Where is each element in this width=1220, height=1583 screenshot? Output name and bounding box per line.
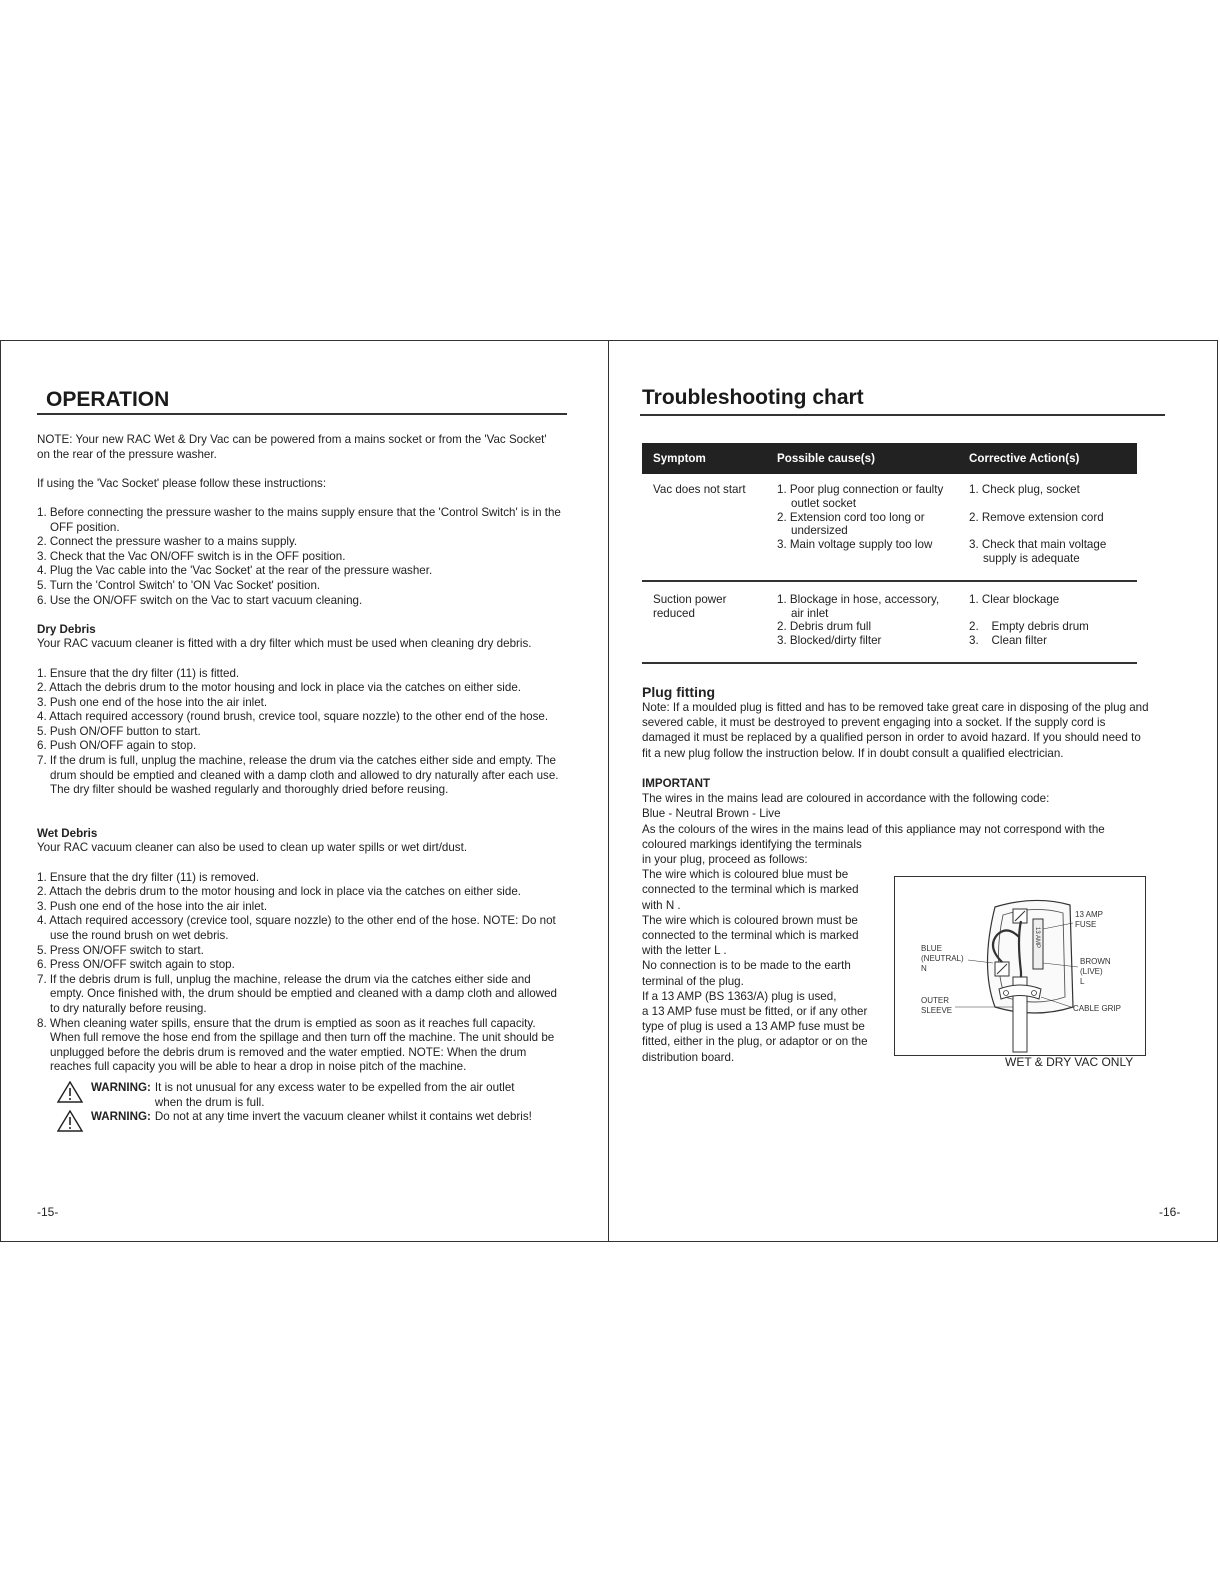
plug-note: Note: If a moulded plug is fitted and has to be removed take great care in disposing of the plug and severed cable, it must be destroyed to prevent engaging into a socket. If the supply cord is damaged it must be replaced by a qualified person in order to avoid hazard. If you should need to fit a new plug follow the instruction below. If in doubt consult a qualified electrician.	[642, 701, 1149, 760]
table-header: Possible cause(s)	[766, 443, 958, 474]
list-item: 5. Push ON/OFF button to start.	[37, 724, 201, 738]
text-line: with the letter L .	[642, 944, 727, 958]
list-item: 4. Attach required accessory (round brush, crevice tool, square nozzle) to the other end of the hose.	[37, 710, 549, 724]
intro-socket: If using the 'Vac Socket' please follow these instructions:	[37, 476, 327, 490]
actions-cell: 1. Clear blockage 2. Empty debris drum 3. Clean filter	[958, 581, 1137, 663]
list-item: 1. Ensure that the dry filter (11) is fitted.	[37, 666, 240, 680]
symptom-cell: Vac does not start	[642, 474, 766, 581]
cable-grip-label: CABLE GRIP	[1073, 1004, 1122, 1013]
important-heading: IMPORTANT	[642, 777, 711, 790]
warning-text: Do not at any time invert the vacuum cleaner whilst it contains wet debris!	[154, 1110, 532, 1124]
outer-label-1: OUTER	[921, 996, 949, 1005]
page-troubleshooting	[640, 341, 1181, 1241]
brown-label-1: BROWN	[1080, 957, 1111, 966]
text-line: fitted, either in the plug, or adaptor or on the	[642, 1035, 868, 1049]
table-row	[642, 581, 1137, 663]
list-item: 1. Ensure that the dry filter (11) is removed.	[37, 870, 260, 884]
list-item: 2. Attach the debris drum to the motor housing and lock in place via the catches on either side.	[37, 681, 521, 695]
text-line: No connection is to be made to the earth	[642, 959, 851, 973]
plug-wiring-diagram	[894, 876, 1146, 1056]
blue-label-2: (NEUTRAL)	[921, 954, 964, 963]
operation-body	[37, 433, 562, 1132]
wire-code: Blue - Neutral Brown - Live	[642, 807, 781, 821]
list-item: 6. Use the ON/OFF switch on the Vac to start vacuum cleaning.	[37, 593, 363, 607]
list-item: 4. Plug the Vac cable into the 'Vac Socket' at the rear of the pressure washer.	[37, 564, 433, 578]
warning-text: It is not unusual for any excess water to be expelled from the air outlet when the drum is full.	[154, 1080, 515, 1109]
text-line: The wire which is coloured brown must be	[642, 913, 858, 927]
title-rule	[37, 413, 567, 415]
dry-debris-steps	[37, 667, 562, 798]
wet-debris-intro: Your RAC vacuum cleaner can also be used to clean up water spills or wet dirt/dust.	[37, 841, 468, 855]
table-header-row	[642, 443, 1137, 474]
actions-cell: 1. Check plug, socket 2. Remove extension cord 3. Check that main voltage supply is adequate	[958, 474, 1137, 581]
list-item: 3. Check that the Vac ON/OFF switch is in the OFF position.	[37, 549, 346, 563]
warning-label: WARNING:	[91, 1110, 151, 1124]
list-item: 7. If the drum is full, unplug the machine, release the drum via the catches either side and empty. The drum should be emptied and cleaned with a damp cloth and allowed to dry naturally after each use. The dry filter should be washed regularly and thoroughly dried before reusing.	[37, 754, 559, 797]
table-header: Corrective Action(s)	[958, 443, 1137, 474]
vac-socket-steps	[37, 506, 562, 608]
blue-label-1: BLUE	[921, 944, 942, 953]
text-line: If a 13 AMP (BS 1363/A) plug is used,	[642, 989, 837, 1003]
text-line: in your plug, proceed as follows:	[642, 853, 808, 867]
table-row	[642, 474, 1137, 581]
dry-debris-intro: Your RAC vacuum cleaner is fitted with a dry filter which must be used when cleaning dry debris.	[37, 637, 532, 651]
warning-water	[37, 1081, 562, 1110]
list-item: 4. Attach required accessory (crevice tool, square nozzle) to the other end of the hose. NOTE: Do not use the round brush on wet debris.	[37, 914, 556, 942]
warning-icon	[57, 1110, 83, 1132]
important-intro: The wires in the mains lead are coloured in accordance with the following code:	[642, 792, 1050, 806]
list-item: 6. Push ON/OFF again to stop.	[37, 739, 197, 753]
brown-label-2: (LIVE)	[1080, 967, 1103, 976]
causes-cell: 1. Poor plug connection or faulty outlet socket 2. Extension cord too long or undersized 3. Main voltage supply too low	[766, 474, 958, 581]
warning-invert	[37, 1110, 562, 1132]
outer-label-2: SLEEVE	[921, 1006, 953, 1015]
troubleshooting-table	[642, 443, 1137, 664]
list-item: 5. Turn the 'Control Switch' to 'ON Vac Socket' position.	[37, 578, 321, 592]
list-item: 6. Press ON/OFF switch again to stop.	[37, 958, 235, 972]
title-rule	[640, 414, 1165, 416]
text-line: connected to the terminal which is marked	[642, 883, 859, 897]
fuse-text: 13 AMP	[1034, 927, 1040, 949]
text-line: distribution board.	[642, 1050, 735, 1064]
fuse-label-1: 13 AMP	[1075, 910, 1104, 919]
text-line: a 13 AMP fuse must be fitted, or if any other	[642, 1005, 868, 1019]
list-item: 3. Push one end of the hose into the air inlet.	[37, 899, 268, 913]
colours-note: As the colours of the wires in the mains lead of this appliance may not correspond with the coloured markings identifying the terminals	[642, 822, 1105, 851]
brown-label-3: L	[1080, 977, 1085, 986]
plug-fitting-heading: Plug fitting	[642, 684, 716, 700]
page-operation	[37, 341, 573, 1241]
list-item: 5. Press ON/OFF switch to start.	[37, 943, 204, 957]
list-item: 7. If the debris drum is full, unplug the machine, release the drum via the catches either side and empty. Once finished with, the drum should be emptied and cleaned with a damp cloth and allowed to dry naturally before reusing.	[37, 972, 557, 1015]
text-line: type of plug is used a 13 AMP fuse must be	[642, 1020, 865, 1034]
symptom-cell: Suction power reduced	[642, 581, 766, 663]
plug-diagram-illustration	[895, 877, 1145, 1055]
page-title: Troubleshooting chart	[642, 386, 864, 409]
page-number: -15-	[37, 1205, 59, 1219]
list-item: 2. Connect the pressure washer to a mains supply.	[37, 535, 298, 549]
text-line: with N .	[642, 898, 681, 912]
fuse-label-2: FUSE	[1075, 920, 1097, 929]
wet-debris-steps	[37, 871, 562, 1075]
table-header: Symptom	[642, 443, 766, 474]
text-line: terminal of the plug.	[642, 974, 744, 988]
text-line: connected to the terminal which is marked	[642, 929, 859, 943]
dry-debris-heading: Dry Debris	[37, 622, 96, 636]
text-line: The wire which is coloured blue must be	[642, 868, 849, 882]
causes-cell: 1. Blockage in hose, accessory, air inlet 2. Debris drum full 3. Blocked/dirty filter	[766, 581, 958, 663]
wet-debris-heading: Wet Debris	[37, 826, 98, 840]
warning-label: WARNING:	[91, 1080, 151, 1094]
list-item: 1. Before connecting the pressure washer to the mains supply ensure that the 'Control Switch' is in the OFF position.	[37, 505, 561, 534]
intro-note: NOTE: Your new RAC Wet & Dry Vac can be powered from a mains socket or from the 'Vac Socket' on the rear of the pressure washer.	[37, 433, 547, 461]
blue-label-3: N	[921, 964, 927, 973]
page-number: -16-	[1159, 1205, 1181, 1219]
page-divider	[608, 341, 609, 1241]
list-item: 2. Attach the debris drum to the motor housing and lock in place via the catches on either side.	[37, 885, 521, 899]
list-item: 3. Push one end of the hose into the air inlet.	[37, 695, 268, 709]
diagram-caption: WET & DRY VAC ONLY	[1005, 1055, 1134, 1069]
page-title: OPERATION	[46, 388, 170, 411]
manual-spread	[0, 340, 1218, 1242]
wiring-instructions	[642, 852, 887, 1065]
warning-icon	[57, 1081, 83, 1103]
list-item: 8. When cleaning water spills, ensure that the drum is emptied as soon as it reaches full capacity. When full remove the hose end from the spillage and then turn off the machine. The unit should be unplugged before the debris drum is removed and the water emptied. NOTE: When the drum reaches full capacity you will be able to hear a drop in noise pitch of the machine.	[37, 1016, 555, 1074]
